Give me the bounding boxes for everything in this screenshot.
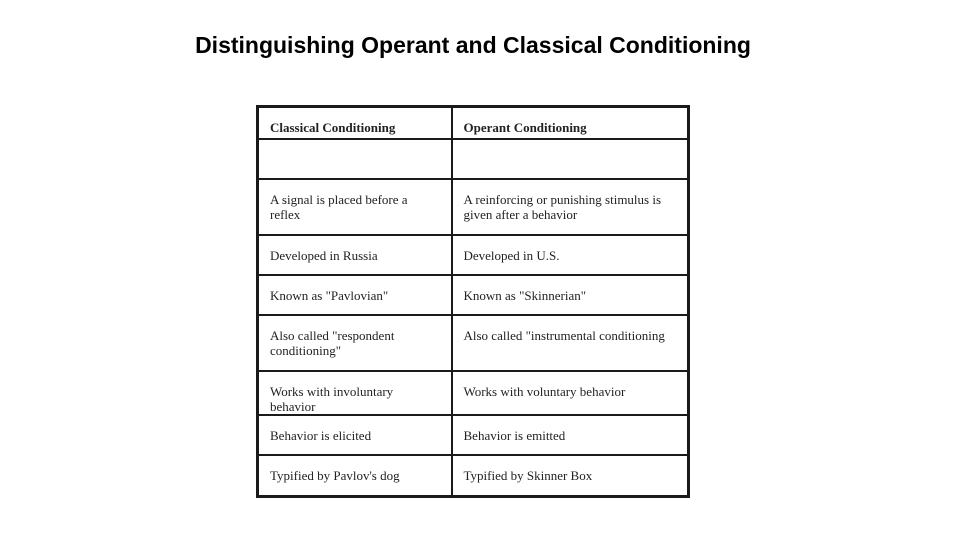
comparison-table [256, 105, 690, 498]
table-row [258, 139, 689, 179]
table-cell-operant: Typified by Skinner Box [452, 455, 689, 497]
table-row [258, 415, 689, 455]
table-cell-classical: A signal is placed before a reflex [258, 179, 452, 235]
table-cell-operant [452, 139, 689, 179]
table-cell-operant: Works with voluntary behavior [452, 371, 689, 415]
table-row [258, 179, 689, 235]
table-cell-classical: Known as "Pavlovian" [258, 275, 452, 315]
slide-title: Distinguishing Operant and Classical Conditioning [195, 32, 751, 58]
table-cell-classical: Works with involuntary behavior [258, 371, 452, 415]
table-cell-operant: Behavior is emitted [452, 415, 689, 455]
table-cell-operant: A reinforcing or punishing stimulus is given after a behavior [452, 179, 689, 235]
table-row [258, 371, 689, 415]
table-cell-classical: Also called "respondent conditioning" [258, 315, 452, 371]
table-cell-classical [258, 139, 452, 179]
table-header-row [258, 107, 689, 139]
table-row [258, 315, 689, 371]
table-cell-classical: Typified by Pavlov's dog [258, 455, 452, 497]
table-cell-operant: Known as "Skinnerian" [452, 275, 689, 315]
table-row [258, 455, 689, 497]
table-cell-operant: Also called "instrumental conditioning [452, 315, 689, 371]
header-classical-conditioning: Classical Conditioning [258, 107, 452, 139]
table-cell-operant: Developed in U.S. [452, 235, 689, 275]
table-row [258, 235, 689, 275]
header-operant-conditioning: Operant Conditioning [452, 107, 689, 139]
table-cell-classical: Behavior is elicited [258, 415, 452, 455]
table-cell-classical: Developed in Russia [258, 235, 452, 275]
table-row [258, 275, 689, 315]
